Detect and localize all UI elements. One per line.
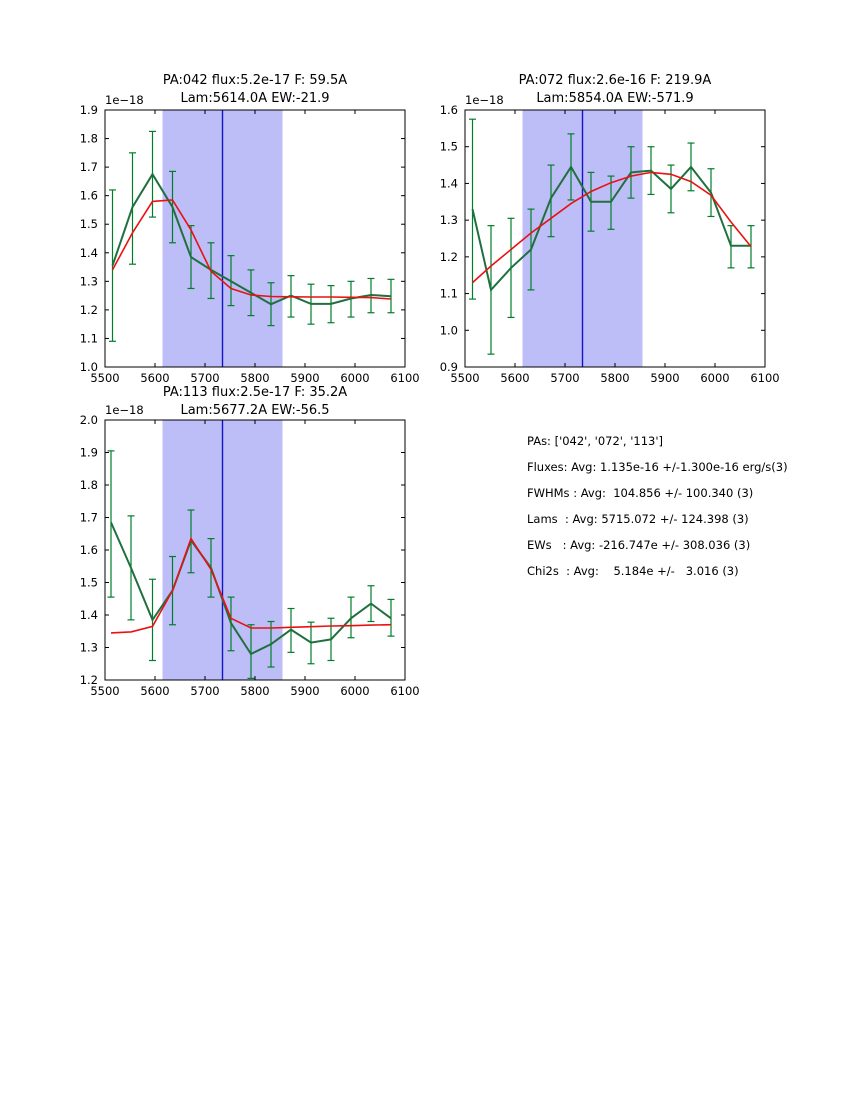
y-tick-label: 1.7 bbox=[79, 160, 98, 175]
y-axis-offset-label: 1e−18 bbox=[105, 403, 144, 417]
x-tick-label: 6000 bbox=[340, 371, 370, 385]
chart-pa072-title-line2: Lam:5854.0A EW:-571.9 bbox=[536, 90, 694, 106]
x-tick-label: 5500 bbox=[90, 371, 120, 385]
chart-pa113-spectrum-plot bbox=[60, 398, 420, 720]
x-tick-label: 5800 bbox=[240, 684, 270, 698]
x-tick-label: 5900 bbox=[290, 371, 320, 385]
y-tick-label: 2.0 bbox=[79, 413, 98, 427]
y-tick-label: 1.1 bbox=[439, 286, 458, 301]
x-tick-label: 5700 bbox=[190, 684, 220, 698]
y-tick-label: 1.6 bbox=[79, 543, 98, 557]
x-tick-label: 5900 bbox=[290, 684, 320, 698]
y-tick-label: 1.4 bbox=[79, 245, 98, 260]
y-tick-label: 1.9 bbox=[79, 103, 98, 117]
y-tick-label: 1.5 bbox=[439, 139, 458, 154]
y-tick-label: 1.0 bbox=[79, 360, 98, 374]
x-tick-label: 6100 bbox=[390, 684, 420, 698]
x-tick-label: 5500 bbox=[450, 371, 480, 385]
y-axis-offset-label: 1e−18 bbox=[105, 93, 144, 107]
y-tick-label: 1.0 bbox=[439, 323, 458, 338]
y-tick-label: 1.2 bbox=[439, 249, 458, 264]
y-tick-label: 1.3 bbox=[439, 213, 458, 228]
summary-line-chi2s: Chi2s : Avg: 5.184e +/- 3.016 (3) bbox=[527, 564, 739, 578]
summary-line-pas: PAs: ['042', '072', '113'] bbox=[527, 434, 664, 448]
x-tick-label: 5700 bbox=[550, 371, 580, 385]
x-tick-label: 5700 bbox=[190, 371, 220, 385]
x-tick-label: 5800 bbox=[600, 371, 630, 385]
y-tick-label: 1.9 bbox=[79, 445, 98, 460]
x-tick-label: 5500 bbox=[90, 684, 120, 698]
y-tick-label: 1.2 bbox=[79, 673, 98, 687]
x-tick-label: 6000 bbox=[700, 371, 730, 385]
y-tick-label: 1.6 bbox=[79, 188, 98, 203]
chart-pa072-title-line1: PA:072 flux:2.6e-16 F: 219.9A bbox=[518, 73, 712, 88]
y-tick-label: 1.3 bbox=[79, 640, 98, 655]
summary-panel bbox=[527, 433, 788, 589]
y-tick-label: 1.4 bbox=[79, 608, 98, 622]
summary-line-fwhms: FWHMs : Avg: 104.856 +/- 100.340 (3) bbox=[527, 486, 754, 500]
y-tick-label: 1.7 bbox=[79, 510, 98, 525]
chart-pa113-title-line2: Lam:5677.2A EW:-56.5 bbox=[180, 402, 330, 418]
x-tick-label: 6000 bbox=[340, 684, 370, 698]
y-tick-label: 1.5 bbox=[79, 575, 98, 590]
y-tick-label: 1.3 bbox=[79, 274, 98, 289]
y-tick-label: 1.8 bbox=[79, 131, 98, 146]
y-tick-label: 0.9 bbox=[439, 360, 458, 374]
chart-pa042-spectrum-plot bbox=[60, 88, 420, 407]
x-tick-label: 6100 bbox=[750, 371, 780, 385]
chart-pa042-title-line2: Lam:5614.0A EW:-21.9 bbox=[180, 90, 330, 106]
chart-pa072-spectrum-plot bbox=[420, 88, 780, 407]
y-tick-label: 1.4 bbox=[439, 176, 458, 191]
x-tick-label: 5800 bbox=[240, 371, 270, 385]
x-tick-label: 5600 bbox=[140, 684, 170, 698]
chart-pa113-title-line1: PA:113 flux:2.5e-17 F: 35.2A bbox=[162, 385, 348, 400]
y-tick-label: 1.6 bbox=[439, 103, 458, 117]
chart-pa042-title-line1: PA:042 flux:5.2e-17 F: 59.5A bbox=[162, 73, 348, 88]
summary-line-ews: EWs : Avg: -216.747e +/- 308.036 (3) bbox=[527, 538, 751, 552]
x-tick-label: 5900 bbox=[650, 371, 680, 385]
x-tick-label: 5600 bbox=[140, 371, 170, 385]
y-tick-label: 1.5 bbox=[79, 217, 98, 232]
y-tick-label: 1.1 bbox=[79, 331, 98, 346]
y-tick-label: 1.8 bbox=[79, 478, 98, 492]
x-tick-label: 6100 bbox=[390, 371, 420, 385]
summary-line-lams: Lams : Avg: 5715.072 +/- 124.398 (3) bbox=[527, 512, 749, 526]
x-tick-label: 5600 bbox=[500, 371, 530, 385]
summary-line-fluxes: Fluxes: Avg: 1.135e-16 +/-1.300e-16 erg/s(3) bbox=[527, 460, 788, 474]
y-axis-offset-label: 1e−18 bbox=[465, 93, 504, 107]
y-tick-label: 1.2 bbox=[79, 302, 98, 317]
